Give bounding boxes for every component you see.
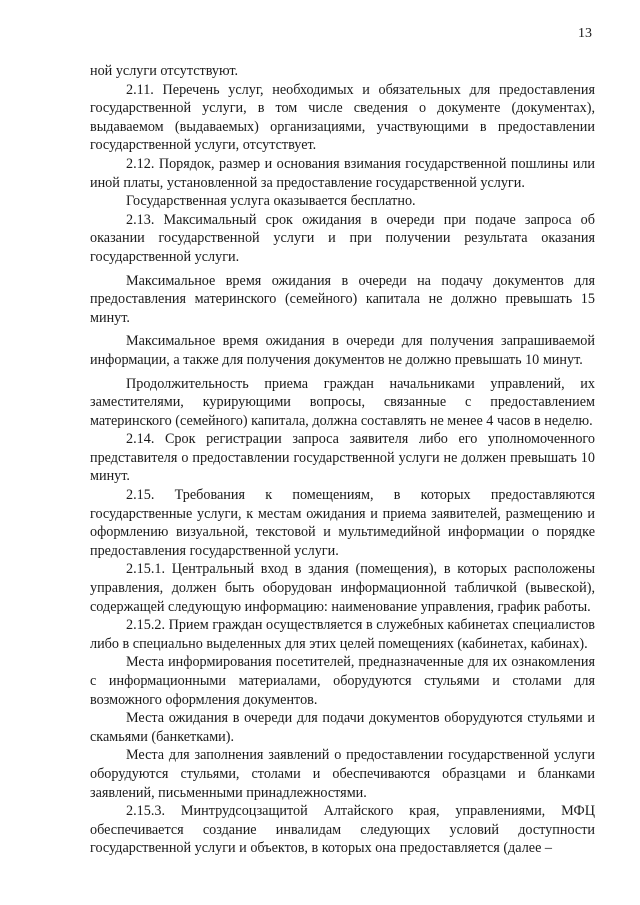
paragraph-2-15-2: 2.15.2. Прием граждан осуществляется в служебных кабинетах специалистов либо в специально выделенных для этих целей помещениях (кабинетах, кабинах). [90,617,595,652]
paragraph-free-service: Государственная услуга оказывается бесплатно. [126,193,416,210]
paragraph-2-11: 2.11. Перечень услуг, необходимых и обязательных для предоставления государственной услуги, в том числе сведения о документе (документах), выдаваемом (выдаваемых) организациями, участвующими в предоставлении государственной услуги, отсутствует. [90,81,595,154]
paragraph-reception-duration: Продолжительность приема граждан начальниками управлений, их заместителями, курирующими вопросы, связанные с предоставлением материнского (семейного) капитала, должна составлять не менее 4 часов в неделю. [90,375,595,429]
paragraph-2-12: 2.12. Порядок, размер и основания взимания государственной пошлины или иной платы, установленной за предоставление государственной услуги. [90,155,595,191]
paragraph-continuation: ной услуги отсутствуют. [90,63,239,79]
paragraph-2-15-3: 2.15.3. Минтрудсоцзащитой Алтайского края, управлениями, МФЦ обеспечивается создание инвалидам следующих условий доступности государственной услуги и объектов, в которых она предоставляется (далее – [90,803,595,857]
paragraph-2-15: 2.15. Требования к помещениям, в которых предоставляются государственные услуги, к местам ожидания и приема заявителей, размещению и оформлению визуальной, текстовой и мультимедийной информации о порядке предоставления государственной услуги. [90,487,595,559]
paragraph-wait-15-min: Максимальное время ожидания в очереди на подачу документов для предоставления материнского (семейного) капитала не должно превышать 15 минут. [90,272,595,326]
paragraph-waiting-places: Места ожидания в очереди для подачи документов оборудуются стульями и скамьями (банкетками). [90,710,595,745]
paragraph-2-15-1: 2.15.1. Центральный вход в здания (помещения), в которых расположены управления, должен быть оборудован информационной табличкой (вывеской), содержащей следующую информацию: наименование управления, график работы. [90,561,595,615]
paragraph-wait-10-min: Максимальное время ожидания в очереди для получения запрашиваемой информации, а также для получения документов не должно превышать 10 минут. [90,333,595,368]
paragraph-2-14: 2.14. Срок регистрации запроса заявителя либо его уполномоченного представителя о предоставлении государственной услуги не должен превышать 10 минут. [90,431,595,485]
document-body [90,62,595,858]
paragraph-filling-places: Места для заполнения заявлений о предоставлении государственной услуги оборудуются стульями, столами и обеспечиваются образцами и бланками заявлений, письменными принадлежностями. [90,747,595,801]
paragraph-2-13: 2.13. Максимальный срок ожидания в очереди при подаче запроса об оказании государственной услуги и при получении результата оказания государственной услуги. [90,211,595,265]
page-number: 13 [578,26,592,41]
paragraph-info-places: Места информирования посетителей, предназначенные для их ознакомления с информационными материалами, оборудуются стульями и столами для возможного оформления документов. [90,654,595,708]
